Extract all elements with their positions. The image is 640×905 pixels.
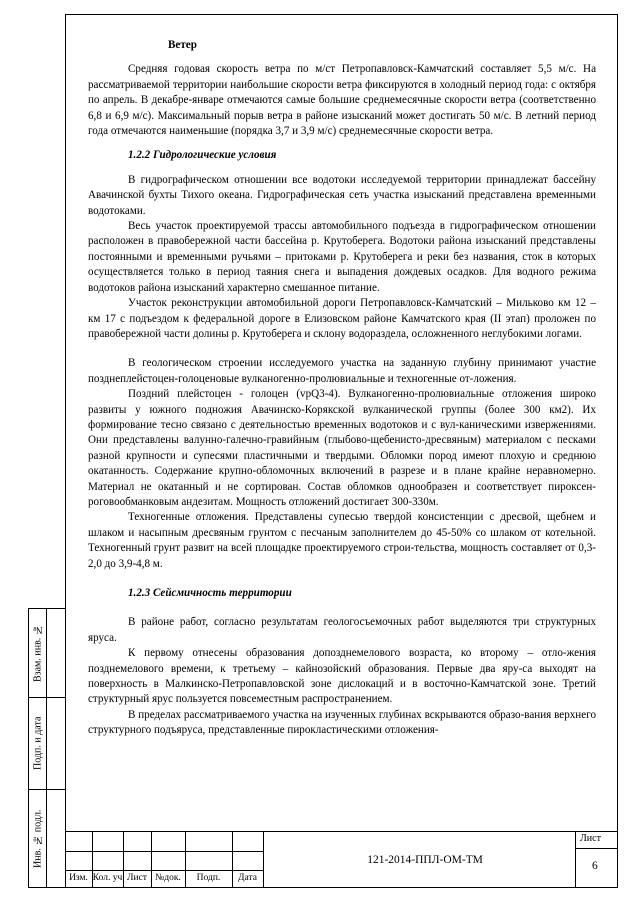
title-block [65,831,618,888]
seismic-paragraph-3: В пределах рассматриваемого участка на изученных глубинах вскрываются образо-вания верхнего структурного подъяруса, представленные пирокластическими отложения- [88,708,596,737]
geology-paragraph-3: Техногенные отложения. Представлены супесью твердой консистенции с дресвой, щебнем и шлаком и насыпным дресвяным грунтом с песчаным заполнителем до 45-50% со шлаком от котельной. Техногенный грунт развит на всей площадке проектируемого строи-тельства, мощность составляет от 0,3-2,0 до 3,9-4,8 м. [88,511,596,570]
hydro-paragraph-2: Весь участок проектируемой трассы автомобильного подъезда в гидрографическом отношении расположен в правобережной части бассейна р. Крутоберега. Водотоки района изысканий представлены постоянными и временными ручьями – притоками р. Крутоберега и реки без названия, сток в которых осуществляется только в период таяния снега и выпадения дождевых осадков. Для водного режима водотоков района изысканий характерно смешанное питание. [88,220,596,294]
stamp-data: Дата [238,873,257,883]
side-vzam-label: Взам. инв. № [32,624,44,682]
stamp-row-2 [65,870,263,871]
side-line-2 [29,789,65,790]
side-line-1 [29,697,65,698]
document-body [88,38,596,739]
wind-paragraph: Средняя годовая скорость ветра по м/ст Петропавловск-Камчатский составляет 5,5 м/с. На рассматриваемой территории наибольшие скорости ветра фиксируются в холодный период года: с октября по апрель. В декабре-январе отмечаются самые большие среднемесячные скорости ветра (соответственно 6,8 и 6,9 м/с). Максимальный порыв ветра в районе изысканий может достигать 50 м/с. В летний период года отмечаются наименьшие (порядка 3,7 и 3,9 м/с) среднемесячные скорости ветра. [88,63,596,138]
geology-paragraph-1: В геологическом строении исследуемого участка на заданную глубину принимают участие позднеплейстоцен-голоценовые вулканогенно-пролювиальные и техногенные от-ложения. [88,357,596,385]
geology-paragraph-2: Поздний плейстоцен - голоцен (vpQ3-4). Вулканогенно-пролювиальные отложения широко развиты у южного подножия Авачинско-Корякской вулканической группы (более 300 км2). Их формирование тесно связано с деятельностью временных водотоков и с вул-каническими извержениями. Они представлены валунно-галечно-гравийным (глыбово-щебенисто-дресвяным) материалом с песками разной крупности и супесями пластичными и твердыми. Обломки пород имеют плохую и среднюю окатанность. Содержание крупно-обломочных включений в разрезе и в плане крайне неравномерно. Материал не окатанный и не сортирован. Состав обломков однообразен и соответствует пироксен-роговообманковым андезитам. Мощность отложений достигает 300-330м. [88,388,596,508]
seismic-heading: 1.2.3 Сейсмичность территории [128,587,292,599]
stamp-col-7 [575,832,576,888]
side-podp-label: Подп. и дата [32,716,44,770]
stamp-podp: Подп. [196,873,221,883]
sheet-number: 6 [592,860,598,872]
document-code: 121-2014-ППЛ-ОМ-ТМ [367,854,483,866]
side-stamp [28,608,65,888]
seismic-paragraph-2: К первому отнесены образования допозднемелового возраста, ко второму – отло-жения позднемелового времени, к третьему – кайнозойский образования. Первые два яру-са выходят на поверхность в Малкинско-Петропавловской зоне дислокаций и в восточно-Камчатской зоне. Третий структурный ярус пользуется повсеместным распространением. [88,647,596,706]
stamp-izm: Изм. [69,873,88,883]
wind-heading: Ветер [168,39,197,51]
seismic-paragraph-1: В районе работ, согласно результатам геологосъемочных работ выделяются три структурных яруса. [88,616,596,644]
stamp-row-1 [65,851,263,852]
side-inv-label: Инв. № подл. [32,809,44,869]
stamp-col-6 [263,832,264,888]
hydro-paragraph-1: В гидрографическом отношении все водотоки исследуемой территории принадлежат бассейну Авачинской бухты Тихого океана. Гидрографическая сеть участка изысканий представлена временными водотоками. [88,173,596,217]
stamp-list: Лист [127,873,147,883]
hydro-heading: 1.2.2 Гидрологические условия [128,149,277,162]
stamp-ndok: №док. [155,873,181,883]
stamp-row-sheet [575,848,618,849]
hydro-paragraph-3: Участок реконструкции автомобильной дороги Петропавловск-Камчатский – Мильково км 12 – км 17 с подъездом к федеральной дороге в Елизовском районе Камчатского края (II этап) проложен по правобережной части долины р. Крутоберега и склону водораздела, осложненного неглубокими логами. [88,297,596,340]
sheet-label: Лист [580,833,601,844]
stamp-kol: Кол. уч [92,873,123,883]
